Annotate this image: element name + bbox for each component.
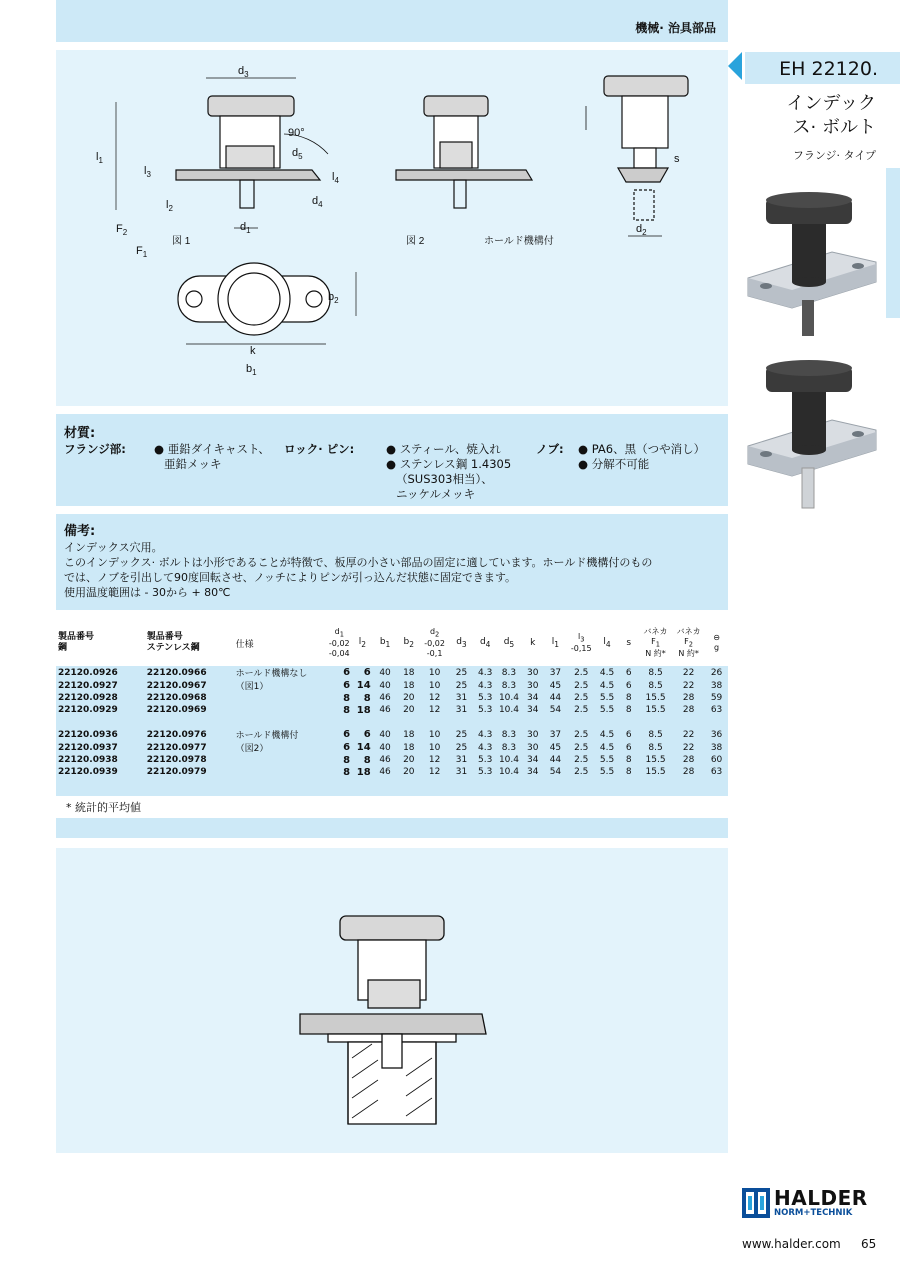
table-cell: 28	[682, 767, 695, 777]
table-cell: 4.3	[478, 667, 493, 678]
table-row	[56, 741, 728, 754]
category-header	[56, 0, 728, 42]
table-cell: 31	[455, 755, 468, 765]
product-photo-2	[742, 358, 882, 518]
svg-text:l2: $l_2$	[166, 199, 173, 213]
table-cell: 31	[455, 705, 468, 715]
table-cell: 37	[549, 667, 562, 678]
table-cell: 8	[343, 704, 351, 716]
table-cell: 22120.0979	[146, 767, 207, 777]
table-cell: （図2）	[235, 744, 269, 754]
table-cell: 6	[343, 742, 351, 753]
table-cell: 40	[379, 667, 391, 678]
svg-text:d4: $d_4$	[312, 195, 323, 209]
table-row	[56, 728, 728, 741]
table-group-1	[56, 666, 728, 716]
table-cell: 40	[379, 729, 391, 740]
table-cell: 15.5	[645, 755, 666, 765]
table-cell: 6	[363, 667, 371, 678]
svg-text:b1: $b_1$	[246, 363, 257, 377]
table-cell: 18	[403, 729, 415, 740]
blank-stripe	[56, 818, 728, 838]
table-cell: 8.5	[648, 680, 663, 691]
table-cell: 8	[625, 755, 632, 765]
table-row	[56, 754, 728, 766]
table-cell: 34	[527, 693, 539, 703]
table-cell: 38	[710, 680, 723, 691]
table-cell: （図1）	[235, 682, 269, 692]
table-cell: 2.5	[574, 755, 589, 765]
category-label: 機械· 治具部品	[635, 21, 716, 35]
table-cell: 10	[428, 667, 441, 678]
table-cell: 22120.0929	[58, 705, 118, 715]
table-cell: 22120.0937	[58, 742, 118, 753]
table-cell: 20	[403, 693, 415, 703]
table-cell: 60	[710, 755, 723, 765]
table-cell	[234, 692, 327, 704]
table-cell: 25	[455, 680, 468, 691]
table-cell: 38	[710, 742, 723, 753]
table-cell: 22120.0967	[146, 680, 207, 691]
table-cell: 15.5	[645, 693, 666, 703]
notes-section	[56, 514, 728, 610]
fig2-label: 図 2	[406, 236, 425, 247]
product-code: EH 22120.	[779, 58, 878, 80]
table-cell: 54	[549, 705, 562, 715]
svg-text:d3: $d_3$	[238, 65, 249, 79]
table-cell: 8	[625, 705, 632, 715]
table-cell: 6	[343, 680, 351, 691]
table-cell: 20	[403, 705, 415, 715]
table-cell: 44	[549, 693, 562, 703]
product-code-tab	[745, 52, 900, 84]
table-group-2	[56, 728, 728, 778]
table-cell: 22	[682, 742, 695, 753]
table-cell: 6	[343, 667, 351, 678]
table-cell: 8	[363, 754, 371, 766]
table-cell: 2.5	[574, 767, 589, 777]
table-cell: 4.5	[599, 667, 615, 678]
table-cell: 6	[625, 667, 632, 678]
table-cell: 12	[428, 705, 441, 715]
product-title	[740, 92, 876, 140]
table-cell: 8	[363, 692, 371, 704]
table-cell: 8.3	[501, 667, 517, 678]
table-cell: 22120.0978	[146, 755, 207, 765]
flange-label: フランジ部:	[64, 442, 126, 456]
technical-drawing-panel	[56, 50, 728, 406]
table-cell: 8.3	[501, 680, 517, 691]
table-cell: 4.3	[478, 742, 493, 753]
table-cell: 10.4	[498, 693, 519, 703]
table-cell	[234, 754, 327, 766]
table-cell: 6	[343, 729, 351, 740]
table-cell: 4.5	[599, 729, 615, 740]
table-cell: 63	[710, 767, 723, 777]
table-cell: 14	[356, 680, 371, 691]
knob-list: ● PA6、黒（つや消し） ● 分解不可能	[578, 442, 706, 471]
brand-name: HALDER	[774, 1186, 868, 1210]
brand-sub: NORM+TECHNIK	[774, 1208, 853, 1218]
table-cell: 22120.0976	[146, 729, 207, 740]
svg-text:F1: $F_1$	[136, 245, 148, 259]
table-cell: 46	[379, 693, 391, 703]
table-cell: 31	[455, 693, 468, 703]
table-cell: 4.5	[599, 742, 615, 753]
application-drawing	[56, 848, 728, 1153]
table-cell: 8.5	[648, 742, 663, 753]
table-cell	[234, 766, 327, 778]
knob-label: ノブ:	[536, 442, 564, 456]
table-cell: 30	[527, 742, 539, 753]
table-cell: 46	[379, 755, 391, 765]
table-cell: 8	[625, 693, 632, 703]
product-photo-1	[742, 190, 882, 350]
table-cell: 22120.0927	[58, 680, 118, 691]
notes-title: 備考:	[64, 524, 96, 539]
table-cell: 25	[455, 667, 468, 678]
table-cell: 8.3	[501, 729, 517, 740]
notes-body: インデックス穴用。 このインデックス· ボルトは小形であることが特徴で、板厚の小さい部品の固定に適しています。ホールド機構付のもの では、ノブを引出して90度回転させ、ノッチによりピンが引っ込んだ状態に固定できます。 使用温度範囲は - 30から + 80℃	[64, 541, 653, 599]
table-cell: 44	[549, 755, 562, 765]
table-cell: 22120.0966	[146, 667, 207, 678]
product-title-line2: ス· ボルト	[792, 117, 876, 138]
table-cell: 22	[682, 680, 695, 691]
table-cell: 31	[455, 767, 468, 777]
table-cell: 22120.0939	[58, 767, 118, 777]
application-drawing-panel	[56, 848, 728, 1153]
product-title-line1: インデック	[786, 93, 876, 114]
weight-icon: ⊖	[713, 633, 720, 642]
table-cell: 8.5	[648, 667, 663, 678]
table-cell: 46	[379, 767, 391, 777]
table-cell: 20	[403, 767, 415, 777]
fig1-label: 図 1	[172, 236, 191, 247]
pin-label: ロック· ピン:	[284, 442, 355, 456]
halder-logo	[742, 1186, 876, 1220]
table-cell: 34	[527, 767, 539, 777]
table-cell: 45	[549, 680, 562, 691]
website-link[interactable]: www.halder.com	[742, 1237, 841, 1251]
table-cell: 12	[428, 767, 441, 777]
table-cell: 10	[428, 742, 441, 753]
svg-text:b2: $b_2$	[328, 291, 339, 305]
table-cell: 54	[549, 767, 562, 777]
table-cell: 2.5	[574, 667, 589, 678]
table-cell: 28	[682, 705, 695, 715]
table-cell: 5.5	[599, 755, 615, 765]
table-cell: 22120.0969	[146, 705, 207, 715]
table-cell: 22120.0938	[58, 755, 118, 765]
table-header-row: 製品番号 鋼 製品番号 ステンレス鋼 仕様 $d_1$ -0,02 -0,04 $l_2$ $b_1$ $b_2$ $d_2$ -0,02 -0,1 $d_3$ $d_4$ $d_5$ k $l_1$ $l_3$ -0,15 $l_4$ s バネカ $F_1$ N 約* バネカ $F_2$ N 約* ⊖ g	[56, 620, 728, 666]
label-d3: d	[238, 65, 245, 77]
table-cell: 22	[682, 729, 695, 740]
table-cell	[234, 704, 327, 716]
flange-list: ● 亜鉛ダイキャスト、 亜鉛メッキ	[154, 442, 270, 471]
material-section	[56, 414, 728, 506]
table-cell: 20	[403, 755, 415, 765]
table-cell: 18	[356, 766, 371, 778]
table-cell: 26	[710, 667, 723, 678]
svg-text:l3: $l_3$	[144, 165, 151, 179]
svg-text:F2: $F_2$	[116, 223, 128, 237]
table-cell: 18	[356, 704, 371, 716]
table-cell: 5.3	[478, 705, 493, 715]
table-cell: 36	[710, 729, 723, 740]
table-cell: 8	[625, 767, 632, 777]
table-cell: 34	[527, 705, 539, 715]
table-cell: 2.5	[574, 729, 589, 740]
table-cell: 22120.0936	[58, 729, 118, 740]
table-cell: 30	[527, 680, 539, 691]
table-row	[56, 766, 728, 778]
table-cell: 4.5	[599, 680, 615, 691]
table-cell: 45	[549, 742, 562, 753]
table-cell: 8	[343, 754, 351, 766]
svg-text:s: s	[674, 153, 680, 165]
table-row	[56, 666, 728, 679]
table-cell: 10	[428, 680, 441, 691]
table-cell: 37	[549, 729, 562, 740]
svg-text:d2: $d_2$	[636, 223, 647, 237]
table-cell: 4.3	[478, 680, 493, 691]
table-cell: 25	[455, 729, 468, 740]
table-cell: 6	[625, 729, 632, 740]
table-cell: 4.3	[478, 729, 493, 740]
table-cell: 63	[710, 705, 723, 715]
table-cell: 5.5	[599, 705, 615, 715]
product-subtitle: フランジ· タイプ	[792, 149, 876, 162]
table-cell: 5.3	[478, 755, 493, 765]
spec-table	[56, 620, 728, 778]
table-cell: 30	[527, 729, 539, 740]
table-cell: 15.5	[645, 705, 666, 715]
material-title: 材質:	[64, 426, 96, 441]
table-cell: 15.5	[645, 767, 666, 777]
table-cell: 2.5	[574, 693, 589, 703]
table-cell: 8.5	[648, 729, 663, 740]
table-cell: 14	[356, 742, 371, 753]
table-cell: 5.3	[478, 767, 493, 777]
table-row	[56, 704, 728, 716]
table-cell: 8	[343, 692, 351, 704]
table-cell: 18	[403, 680, 415, 691]
table-cell: 34	[527, 755, 539, 765]
technical-drawing	[56, 50, 728, 406]
table-cell: 22120.0926	[58, 667, 118, 678]
svg-text:d1: $d_1$	[240, 221, 251, 235]
table-cell: 10.4	[498, 705, 519, 715]
table-cell: 10.4	[498, 755, 519, 765]
side-marker	[886, 168, 900, 318]
table-cell: 22120.0968	[146, 693, 207, 703]
table-row	[56, 679, 728, 692]
table-cell: 30	[527, 667, 539, 678]
table-cell: 12	[428, 755, 441, 765]
table-cell: 46	[379, 705, 391, 715]
table-cell: 28	[682, 693, 695, 703]
table-cell: 10	[428, 729, 441, 740]
svg-text:l4: $l_4$	[332, 171, 339, 185]
table-cell: ホールド機構なし	[235, 669, 308, 679]
table-cell: 2.5	[574, 705, 589, 715]
tab-arrow-icon	[728, 52, 742, 80]
svg-text:k: k	[250, 345, 256, 357]
table-cell: 8	[343, 766, 351, 778]
table-cell: 40	[379, 680, 391, 691]
table-cell: 5.3	[478, 693, 493, 703]
table-cell: 18	[403, 742, 415, 753]
spec-table-wrap	[56, 620, 728, 778]
table-cell: 8.3	[501, 742, 517, 753]
table-cell: 10.4	[498, 767, 519, 777]
table-cell: 22120.0928	[58, 693, 118, 703]
label-angle: 90°	[288, 127, 305, 139]
svg-text:l1: $l_1$	[96, 151, 103, 165]
fig2-note: ホールド機構付	[484, 236, 554, 247]
table-cell: 6	[625, 680, 632, 691]
svg-text:d5: $d_5$	[292, 147, 303, 161]
pin-list: ● スティール、焼入れ ● ステンレス鋼 1.4305 （SUS303相当）、 ニッケルメッキ	[386, 442, 512, 501]
table-cell: 18	[403, 667, 415, 678]
table-cell: 6	[363, 729, 371, 740]
table-cell: 6	[625, 742, 632, 753]
footnote: * 統計的平均値	[66, 801, 141, 814]
table-cell: 2.5	[574, 742, 589, 753]
table-cell: 22120.0977	[146, 742, 207, 753]
table-cell: 12	[428, 693, 441, 703]
table-cell: 25	[455, 742, 468, 753]
table-cell: 40	[379, 742, 391, 753]
table-cell: ホールド機構付	[235, 731, 299, 741]
table-cell: 59	[710, 693, 723, 703]
table-cell: 22	[682, 667, 695, 678]
table-cell: 28	[682, 755, 695, 765]
table-cell: 5.5	[599, 693, 615, 703]
table-row	[56, 692, 728, 704]
table-cell: 2.5	[574, 680, 589, 691]
page-number: 65	[861, 1237, 877, 1251]
table-cell: 5.5	[599, 767, 615, 777]
